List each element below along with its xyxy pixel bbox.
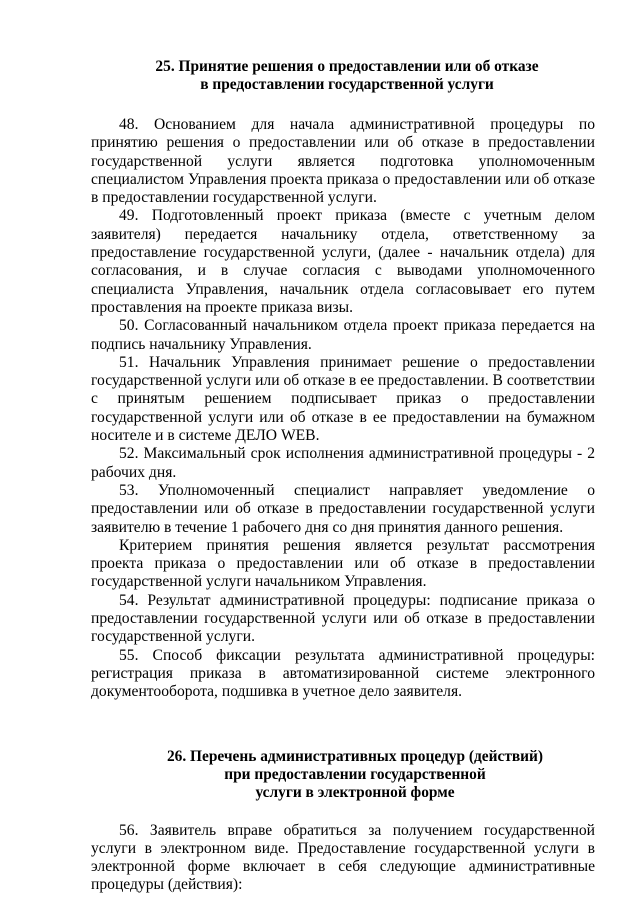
- section-26-title-line-2: при предоставлении государственной: [224, 765, 486, 783]
- paragraph-48: 48. Основанием для начала административной процедуры по принятию решения о предоставлении или об отказе в предоставлении государственной услуги является подготовка уполномоченным специалистом Управления проекта приказа о предоставлении или об отказе в предоставлении государственной услуги.: [91, 116, 595, 207]
- section-25-body: [91, 116, 595, 702]
- paragraph-49: 49. Подготовленный проект приказа (вместе с учетным делом заявителя) передается начальнику отдела, ответственному за предоставление государственной услуги, (далее - начальник отдела) для согласования, и в случае согласия с выводами уполномоченного специалиста Управления, начальник отдела согласовывает его путем проставления на проекте приказа визы.: [91, 207, 595, 316]
- paragraph-criterion: Критерием принятия решения является результат рассмотрения проекта приказа о предоставлении или об отказе в предоставлении государственной услуги начальником Управления.: [91, 536, 595, 591]
- section-25-heading: [91, 58, 595, 94]
- document-page: [91, 58, 595, 895]
- paragraph-55: 55. Способ фиксации результата административной процедуры: регистрация приказа в автоматизированной системе электронного документооборота, подшивка в учетное дело заявителя.: [91, 646, 595, 701]
- paragraph-53: 53. Уполномоченный специалист направляет уведомление о предоставлении или об отказе в предоставлении государственной услуги заявителю в течение 1 рабочего дня со дня принятия данного решения.: [91, 481, 595, 536]
- paragraph-56: 56. Заявитель вправе обратиться за получением государственной услуги в электронном виде. Предоставление государственной услуги в электронной форме включает в себя следующие административные процедуры (действия):: [91, 821, 595, 894]
- paragraph-50: 50. Согласованный начальником отдела проект приказа передается на подпись начальнику Управления.: [91, 317, 595, 353]
- section-26-body: [91, 822, 595, 895]
- paragraph-51: 51. Начальник Управления принимает решение о предоставлении государственной услуги или об отказе в ее предоставлении. В соответствии с принятым решением подписывает приказ о предоставлении государственной услуги или об отказе в ее предоставлении на бумажном носителе и в системе ДЕЛО WEB.: [91, 353, 595, 445]
- paragraph-52: 52. Максимальный срок исполнения административной процедуры - 2 рабочих дня.: [91, 445, 595, 481]
- section-26-title-line-1: 26. Перечень административных процедур (действий): [166, 747, 544, 765]
- section-25-title-line-2: в предоставлении государственной услуги: [200, 76, 494, 93]
- section-26-title-line-3: услуги в электронной форме: [255, 783, 455, 801]
- section-26-heading: [91, 748, 595, 802]
- paragraph-54: 54. Результат административной процедуры: подписание приказа о предоставлении государственной услуги или об отказе в предоставлении государственной услуги.: [91, 591, 595, 646]
- section-25-title-line-1: 25. Принятие решения о предоставлении или об отказе: [155, 58, 539, 75]
